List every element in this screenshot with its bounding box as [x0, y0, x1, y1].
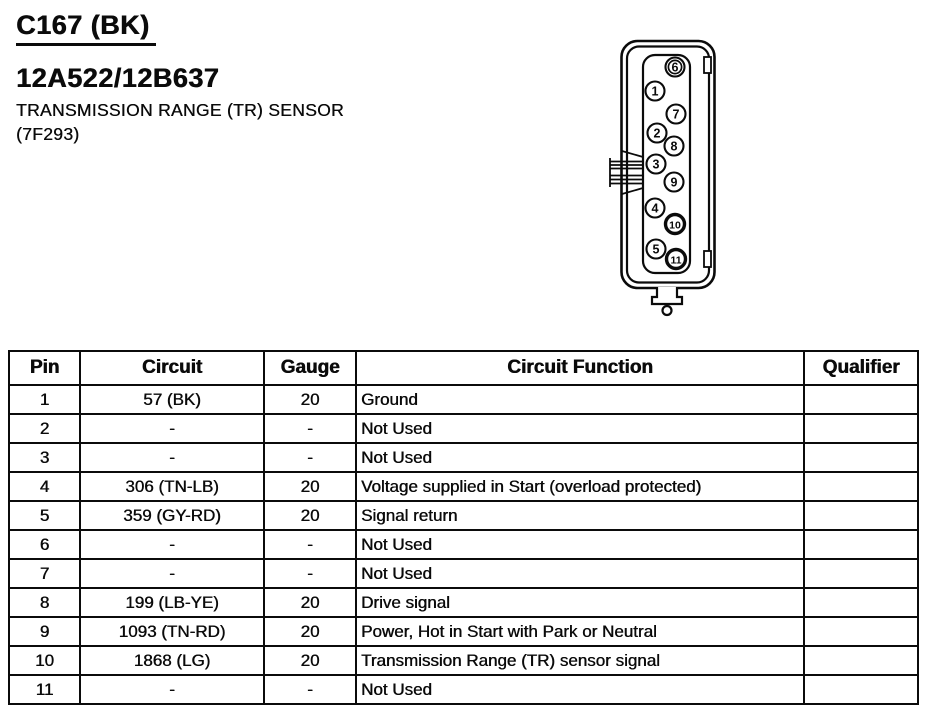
gauge-cell: 20	[264, 385, 356, 414]
pin-cell: 7	[9, 559, 80, 588]
connector-right-notch-top	[704, 57, 711, 73]
table-row	[9, 414, 918, 443]
gauge-cell: -	[264, 675, 356, 704]
qualifier-cell	[804, 443, 918, 472]
connector-pin-4	[646, 199, 665, 218]
pin-number: 2	[653, 126, 661, 141]
circuit-cell: 1093 (TN-RD)	[80, 617, 264, 646]
gauge-cell: 20	[264, 617, 356, 646]
table-row	[9, 675, 918, 704]
column-header-gauge: Gauge	[264, 351, 356, 385]
pin-number: 10	[669, 219, 681, 232]
qualifier-cell	[804, 385, 918, 414]
header-block	[16, 10, 576, 145]
part-number: 12A522/12B637	[16, 63, 220, 93]
table-row	[9, 443, 918, 472]
column-header-circuit: Circuit	[80, 351, 264, 385]
circuit-function-cell: Not Used	[356, 530, 804, 559]
connector-pin-1	[646, 82, 665, 101]
pin-cell: 5	[9, 501, 80, 530]
connector-diagram	[600, 20, 735, 320]
pin-cell: 11	[9, 675, 80, 704]
pin-number: 3	[652, 157, 660, 172]
qualifier-cell	[804, 646, 918, 675]
circuit-cell: 1868 (LG)	[80, 646, 264, 675]
table-row	[9, 588, 918, 617]
pin-cell: 3	[9, 443, 80, 472]
gauge-cell: 20	[264, 501, 356, 530]
connector-pin-7	[667, 105, 686, 124]
circuit-cell: -	[80, 530, 264, 559]
pinout-table-body	[9, 385, 918, 704]
qualifier-cell	[804, 414, 918, 443]
connector-pin-11	[667, 250, 686, 269]
pin-cell: 1	[9, 385, 80, 414]
gauge-cell: -	[264, 443, 356, 472]
pin-number: 7	[672, 107, 680, 122]
pinout-table-head	[9, 351, 918, 385]
header-row	[9, 351, 918, 385]
pin-number: 9	[670, 175, 678, 190]
qualifier-cell	[804, 675, 918, 704]
table-row	[9, 559, 918, 588]
circuit-function-cell: Signal return	[356, 501, 804, 530]
column-header-pin: Pin	[9, 351, 80, 385]
circuit-function-cell: Transmission Range (TR) sensor signal	[356, 646, 804, 675]
column-header-circuit-function: Circuit Function	[356, 351, 804, 385]
pin-number: 11	[670, 254, 682, 267]
pin-cell: 9	[9, 617, 80, 646]
component-code: (7F293)	[16, 124, 80, 144]
pin-cell: 4	[9, 472, 80, 501]
circuit-cell: -	[80, 414, 264, 443]
component-name: TRANSMISSION RANGE (TR) SENSOR	[16, 100, 344, 120]
circuit-function-cell: Power, Hot in Start with Park or Neutral	[356, 617, 804, 646]
table-row	[9, 501, 918, 530]
circuit-function-cell: Not Used	[356, 443, 804, 472]
connector-pin-9	[665, 173, 684, 192]
circuit-function-cell: Not Used	[356, 559, 804, 588]
connector-svg	[600, 20, 735, 320]
circuit-function-cell: Not Used	[356, 414, 804, 443]
connector-id-title: C167 (BK)	[16, 10, 156, 46]
gauge-cell: 20	[264, 588, 356, 617]
circuit-function-cell: Drive signal	[356, 588, 804, 617]
circuit-cell: 199 (LB-YE)	[80, 588, 264, 617]
pin-number: 4	[651, 201, 659, 216]
gauge-cell: -	[264, 530, 356, 559]
pin-number: 1	[651, 84, 659, 99]
qualifier-cell	[804, 472, 918, 501]
circuit-cell: -	[80, 559, 264, 588]
gauge-cell: 20	[264, 646, 356, 675]
qualifier-cell	[804, 588, 918, 617]
qualifier-cell	[804, 501, 918, 530]
qualifier-cell	[804, 617, 918, 646]
connector-bottom-tab	[652, 287, 682, 315]
pin-cell: 6	[9, 530, 80, 559]
table-row	[9, 646, 918, 675]
qualifier-cell	[804, 530, 918, 559]
connector-pin-3	[647, 155, 666, 174]
connector-pin-5	[647, 240, 666, 259]
connector-pin-2	[648, 124, 667, 143]
pin-number: 8	[670, 139, 678, 154]
circuit-cell: 306 (TN-LB)	[80, 472, 264, 501]
connector-pin-6	[666, 58, 685, 77]
table-row	[9, 530, 918, 559]
circuit-function-cell: Ground	[356, 385, 804, 414]
circuit-cell: -	[80, 443, 264, 472]
circuit-cell: 359 (GY-RD)	[80, 501, 264, 530]
connector-right-notch-bottom	[704, 251, 711, 267]
pinout-table	[8, 350, 919, 705]
gauge-cell: -	[264, 414, 356, 443]
circuit-cell: 57 (BK)	[80, 385, 264, 414]
pin-cell: 10	[9, 646, 80, 675]
table-row	[9, 617, 918, 646]
table-row	[9, 385, 918, 414]
circuit-function-cell: Not Used	[356, 675, 804, 704]
connector-pin-8	[665, 137, 684, 156]
column-header-qualifier: Qualifier	[804, 351, 918, 385]
connector-pin-10	[666, 215, 685, 234]
pin-number: 5	[652, 242, 660, 257]
pin-cell: 2	[9, 414, 80, 443]
gauge-cell: -	[264, 559, 356, 588]
qualifier-cell	[804, 559, 918, 588]
pin-number: 6	[671, 60, 679, 75]
circuit-cell: -	[80, 675, 264, 704]
table-row	[9, 472, 918, 501]
pin-cell: 8	[9, 588, 80, 617]
gauge-cell: 20	[264, 472, 356, 501]
circuit-function-cell: Voltage supplied in Start (overload protected)	[356, 472, 804, 501]
